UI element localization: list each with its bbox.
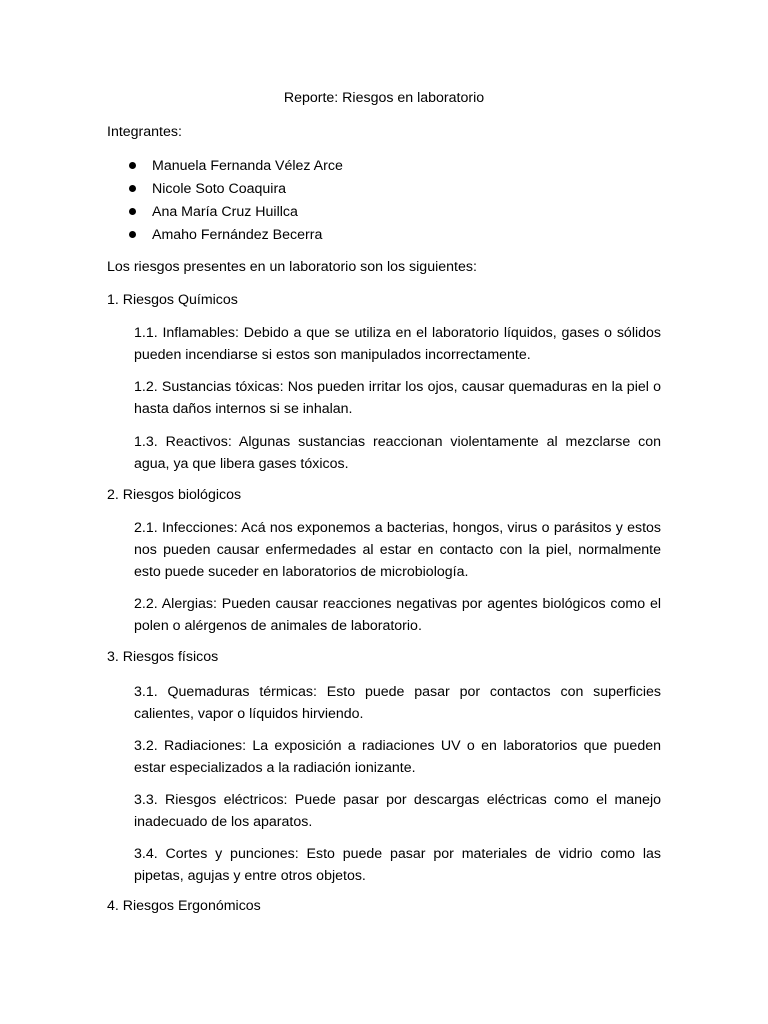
members-label: Integrantes: bbox=[107, 124, 182, 140]
section-heading: 4. Riesgos Ergonómicos bbox=[107, 898, 261, 914]
list-item bbox=[107, 202, 343, 225]
intro-text: Los riesgos presentes en un laboratorio son los siguientes: bbox=[107, 259, 477, 275]
section-heading: 2. Riesgos biológicos bbox=[107, 487, 242, 503]
list-item bbox=[107, 156, 343, 179]
section-item: 3.3. Riesgos eléctricos: Puede pasar por descargas eléctricas como el manejo inadecuado de los aparatos. bbox=[134, 792, 661, 830]
section-item: 1.1. Inflamables: Debido a que se utiliza en el laboratorio líquidos, gases o sólidos pueden incendiarse si estos son manipulados incorrectamente. bbox=[134, 325, 661, 363]
bullet-icon bbox=[129, 185, 136, 192]
section-item: 1.2. Sustancias tóxicas: Nos pueden irritar los ojos, causar quemaduras en la piel o hasta daños internos si se inhalan. bbox=[134, 379, 661, 417]
members-list bbox=[107, 156, 343, 248]
member-name: Ana María Cruz Huillca bbox=[152, 204, 298, 220]
section-heading: 1. Riesgos Químicos bbox=[107, 292, 238, 308]
section-item: 1.3. Reactivos: Algunas sustancias reaccionan violentamente al mezclarse con agua, ya que libera gases tóxicos. bbox=[134, 434, 661, 472]
section-item: 2.2. Alergias: Pueden causar reacciones negativas por agentes biológicos como el polen o alérgenos de animales de laboratorio. bbox=[134, 596, 661, 634]
section-item: 2.1. Infecciones: Acá nos exponemos a bacterias, hongos, virus o parásitos y estos nos pueden causar enfermedades al estar en contacto con la piel, normalmente esto puede suceder en laboratorios de microbiología. bbox=[134, 520, 661, 580]
bullet-icon bbox=[129, 162, 136, 169]
section-item: 3.1. Quemaduras térmicas: Esto puede pasar por contactos con superficies calientes, vapor o líquidos hirviendo. bbox=[134, 684, 661, 722]
bullet-icon bbox=[129, 231, 136, 238]
list-item bbox=[107, 179, 343, 202]
member-name: Nicole Soto Coaquira bbox=[152, 181, 287, 197]
bullet-icon bbox=[129, 208, 136, 215]
section-item: 3.4. Cortes y punciones: Esto puede pasar por materiales de vidrio como las pipetas, agujas y entre otros objetos. bbox=[134, 846, 661, 884]
document-title: Reporte: Riesgos en laboratorio bbox=[283, 90, 485, 106]
section-heading: 3. Riesgos físicos bbox=[107, 649, 219, 665]
member-name: Manuela Fernanda Vélez Arce bbox=[152, 158, 343, 174]
section-item: 3.2. Radiaciones: La exposición a radiaciones UV o en laboratorios que pueden estar especializados a la radiación ionizante. bbox=[134, 738, 661, 776]
list-item bbox=[107, 225, 343, 248]
member-name: Amaho Fernández Becerra bbox=[152, 227, 323, 243]
